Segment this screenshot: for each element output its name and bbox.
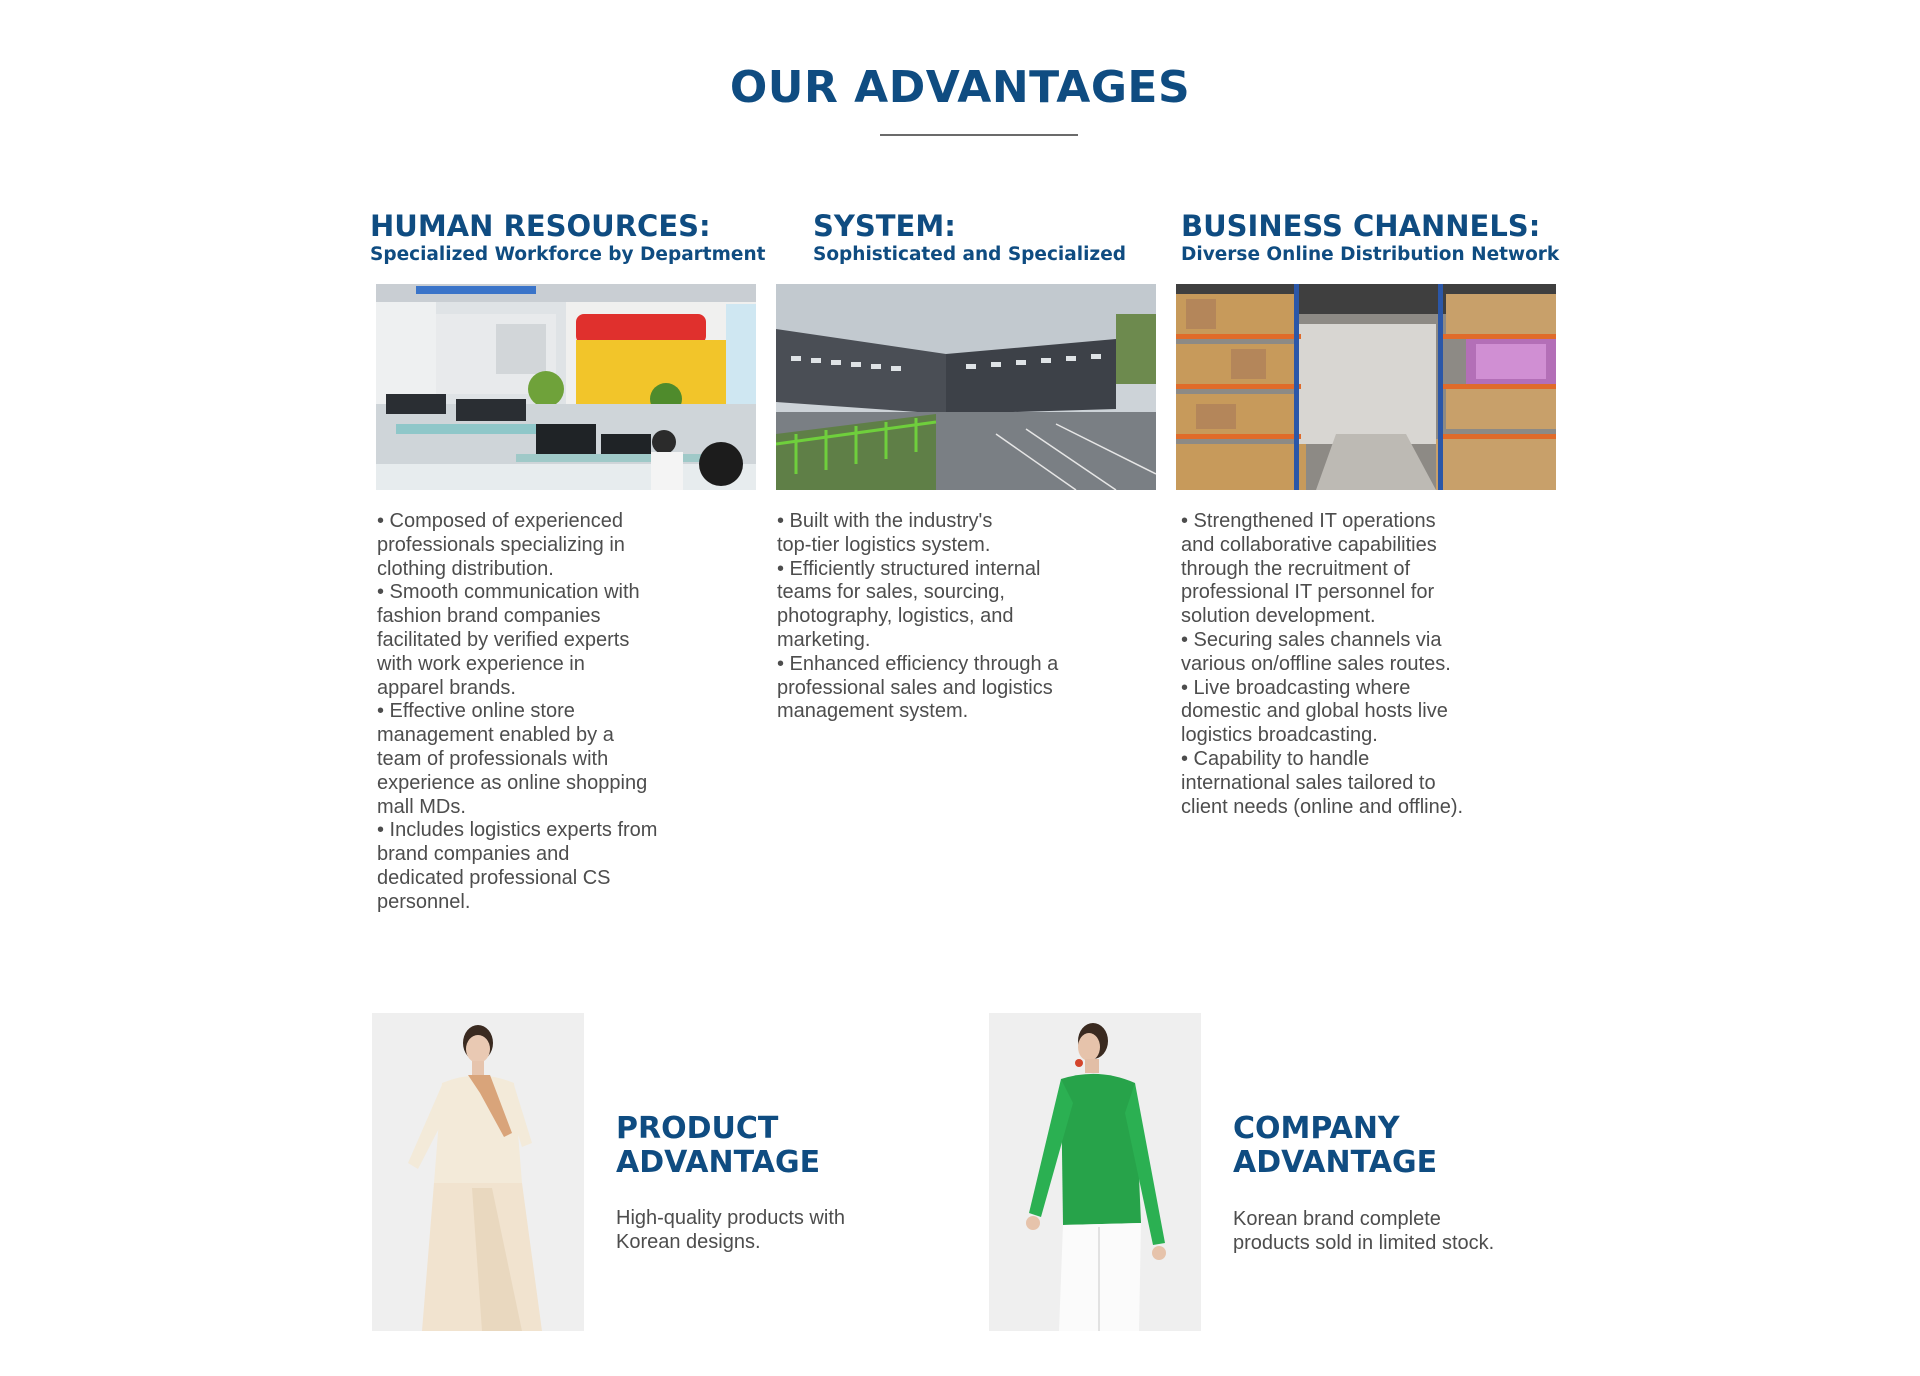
bullet-line: experience as online shopping: [377, 771, 648, 794]
advantage-text-line: products sold in limited stock.: [1233, 1232, 1495, 1254]
bullet-list-human-resources: [377, 510, 657, 915]
warehouse-building-photo: [776, 284, 1156, 490]
advantage-title-line: ADVANTAGE: [616, 1145, 821, 1180]
advantage-title-line: COMPANY: [1233, 1111, 1400, 1146]
bullet-line: professional sales and logistics: [777, 676, 1053, 699]
bullet-line: photography, logistics, and: [777, 605, 1014, 628]
bullet-line: • Smooth communication with: [377, 581, 640, 604]
bullet-line: • Live broadcasting where: [1181, 676, 1411, 699]
warehouse-shelves-photo: [1176, 284, 1556, 490]
column-subtitle: Specialized Workforce by Department: [370, 244, 766, 265]
product-advantage-title: [616, 1112, 820, 1180]
bullet-line: professionals specializing in: [377, 533, 625, 556]
advantage-text-line: Korean brand complete: [1233, 1208, 1441, 1230]
company-model-photo: [989, 1013, 1201, 1331]
bullet-line: solution development.: [1181, 605, 1376, 628]
bullet-line: clothing distribution.: [377, 557, 554, 580]
title-divider: [880, 134, 1078, 136]
bullet-line: and collaborative capabilities: [1181, 533, 1437, 556]
bullet-line: international sales tailored to: [1181, 771, 1436, 794]
bullet-line: teams for sales, sourcing,: [777, 581, 1005, 604]
product-advantage-text: [616, 1206, 845, 1254]
bullet-line: • Composed of experienced: [377, 510, 624, 532]
bullet-line: fashion brand companies: [377, 605, 601, 628]
bullet-list-business-channels: [1181, 510, 1463, 819]
bullet-line: domestic and global hosts live: [1181, 700, 1448, 723]
column-heading-system: [813, 208, 1126, 266]
advantage-title-line: PRODUCT: [616, 1111, 779, 1146]
bullet-line: personnel.: [377, 890, 471, 913]
bullet-line: client needs (online and offline).: [1181, 795, 1464, 818]
bullet-line: • Capability to handle: [1181, 747, 1370, 770]
column-title: BUSINESS CHANNELS:: [1181, 209, 1541, 243]
column-heading-business-channels: [1181, 208, 1559, 266]
column-title: SYSTEM:: [813, 209, 956, 243]
bullet-line: • Effective online store: [377, 700, 575, 723]
bullet-line: • Includes logistics experts from: [377, 819, 658, 842]
bullet-line: brand companies and: [377, 843, 570, 866]
bullet-line: logistics broadcasting.: [1181, 724, 1378, 747]
bullet-line: management system.: [777, 700, 969, 723]
bullet-line: through the recruitment of: [1181, 557, 1411, 580]
column-subtitle: Sophisticated and Specialized: [813, 244, 1126, 265]
bullet-line: various on/offline sales routes.: [1181, 652, 1451, 675]
bullet-line: facilitated by verified experts: [377, 628, 630, 651]
bullet-line: management enabled by a: [377, 724, 614, 747]
column-title: HUMAN RESOURCES:: [370, 209, 711, 243]
section-title: OUR ADVANTAGES: [729, 62, 1191, 113]
bullet-line: dedicated professional CS: [377, 866, 611, 889]
bullet-line: • Efficiently structured internal: [777, 557, 1041, 580]
bullet-line: • Strengthened IT operations: [1181, 510, 1436, 532]
company-advantage-text: [1233, 1207, 1494, 1255]
bullet-line: with work experience in: [377, 652, 585, 675]
bullet-line: top-tier logistics system.: [777, 533, 991, 556]
advantage-text-line: Korean designs.: [616, 1231, 761, 1253]
bullet-list-system: [777, 510, 1058, 724]
column-subtitle: Diverse Online Distribution Network: [1181, 244, 1560, 265]
office-photo: [376, 284, 756, 490]
bullet-line: professional IT personnel for: [1181, 581, 1435, 604]
advantage-text-line: High-quality products with: [616, 1207, 845, 1229]
bullet-line: • Securing sales channels via: [1181, 628, 1442, 651]
bullet-line: • Enhanced efficiency through a: [777, 652, 1059, 675]
company-advantage-title: [1233, 1112, 1437, 1180]
bullet-line: team of professionals with: [377, 747, 609, 770]
bullet-line: apparel brands.: [377, 676, 516, 699]
advantage-title-line: ADVANTAGE: [1233, 1145, 1438, 1180]
bullet-line: • Built with the industry's: [777, 510, 993, 532]
bullet-line: marketing.: [777, 628, 871, 651]
column-heading-human-resources: [370, 208, 765, 266]
bullet-line: mall MDs.: [377, 795, 466, 818]
product-model-photo: [372, 1013, 584, 1331]
